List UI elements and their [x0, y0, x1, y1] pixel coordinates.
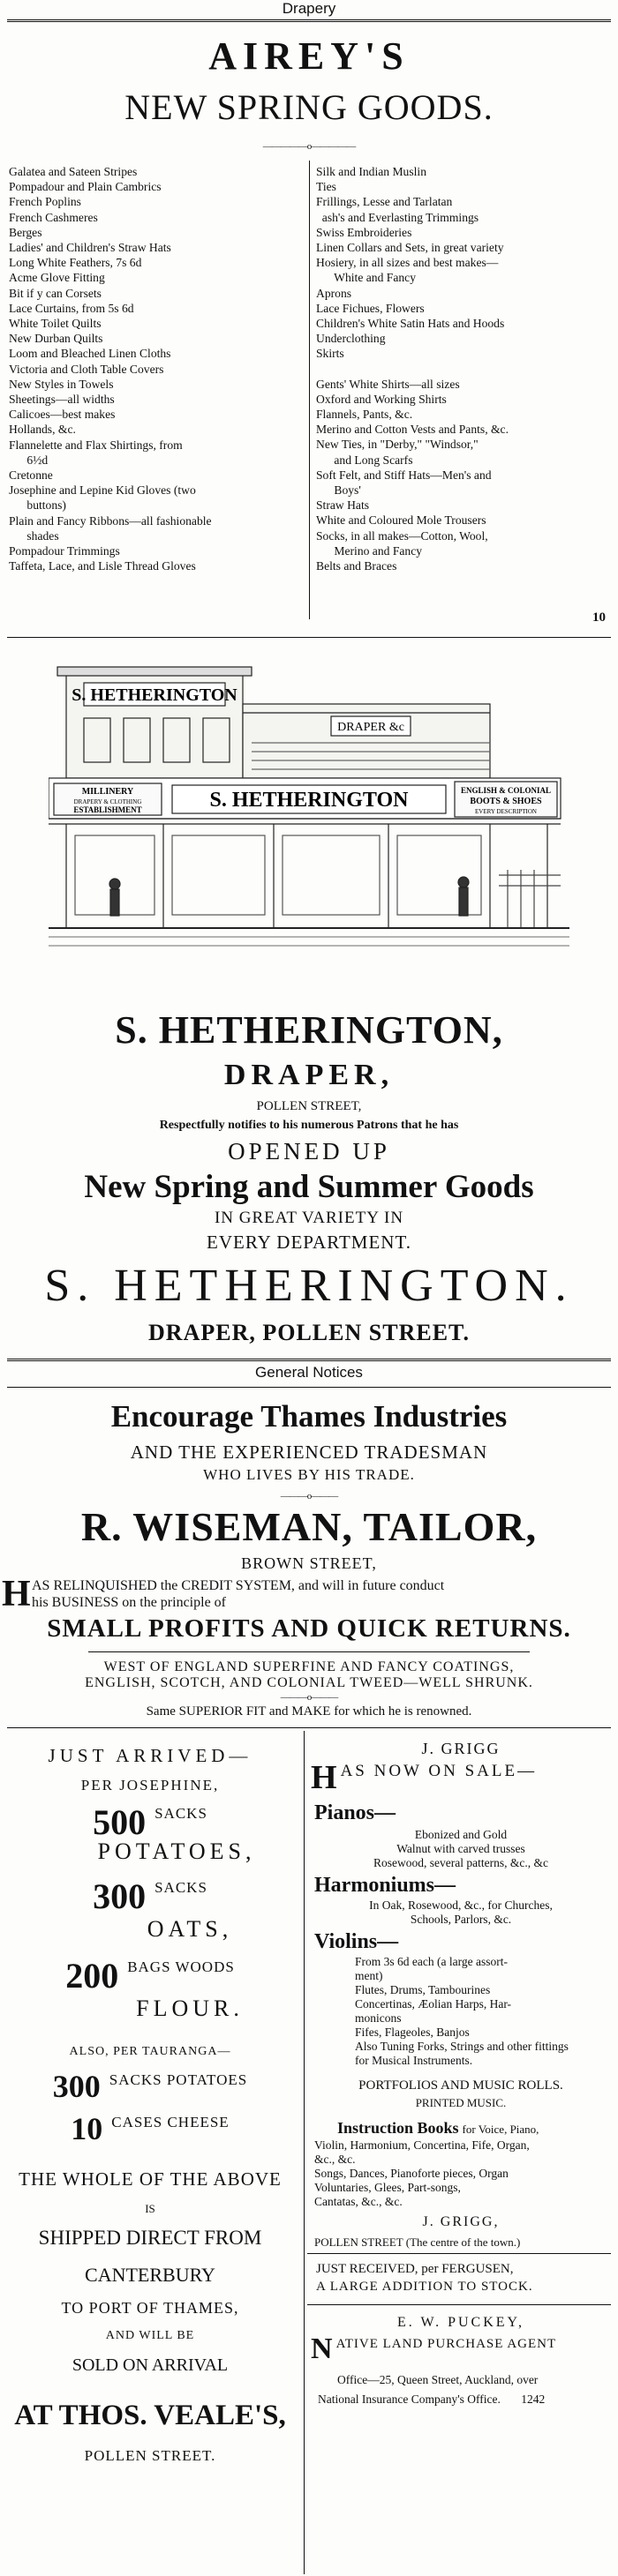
list-item: Frillings, Lesse and Tarlatan: [316, 195, 453, 209]
notice-line-1: AS RELINQUISHED the CREDIT SYSTEM, and will in future conduct: [32, 1578, 445, 1593]
grigg-has-now: [311, 1761, 611, 1794]
list-item: Gents' White Shirts—all sizes: [316, 377, 460, 391]
canterbury: CANTERBURY: [85, 2264, 215, 2286]
sign-millinery-2: DRAPERY & CLOTHING: [73, 798, 142, 805]
ornament-divider: —————o—————: [262, 141, 356, 152]
list-item: Also Tuning Forks, Strings and other fittings: [355, 2040, 569, 2053]
and-will-be: AND WILL BE: [105, 2329, 195, 2342]
drop-cap: H: [311, 1759, 337, 1796]
list-item: White Toilet Quilts: [9, 317, 102, 331]
unit: BAGS WOODS: [127, 1958, 235, 1975]
list-item: Oxford and Working Shirts: [316, 392, 447, 406]
list-item: Linen Collars and Sets, in great variety: [316, 241, 504, 255]
tweed-line: ENGLISH, SCOTCH, AND COLONIAL TWEED—WELL SHRUNK.: [85, 1675, 533, 1690]
list-item: Sheetings—all widths: [9, 393, 115, 407]
list-item: Hosiery, in all sizes and best makes—: [316, 256, 499, 270]
list-item: Victoria and Cloth Table Covers: [9, 362, 164, 376]
ornament-divider: ———o———: [280, 1692, 338, 1703]
list-item: Belts and Braces: [316, 559, 397, 573]
rule: [7, 1359, 611, 1361]
just-arrived: JUST ARRIVED—: [48, 1745, 252, 1766]
list-item: Hollands, &c.: [9, 423, 76, 437]
hetherington-trade: DRAPER,: [223, 1059, 395, 1091]
list-item: 6½d: [9, 453, 49, 467]
hetherington-notice: Respectfully notifies to his numerous Patrons that he has: [159, 1119, 459, 1132]
same-fit-line: Same SUPERIOR FIT and MAKE for which he is renowned.: [146, 1704, 472, 1719]
at-thos-veales: AT THOS. VEALE'S,: [14, 2400, 286, 2431]
list-item: In Oak, Rosewood, &c., for Churches,: [369, 1898, 553, 1912]
list-item: Flutes, Drums, Tambourines: [355, 1983, 491, 1996]
instruction-books-label: Instruction Books: [337, 2119, 459, 2137]
product-flour: FLOUR.: [136, 1996, 244, 2021]
list-item: Pompadour Trimmings: [9, 544, 120, 558]
list-item: Silk and Indian Muslin: [316, 165, 426, 178]
instruction-books-line: [311, 2119, 611, 2138]
just-received-line: JUST RECEIVED, per FERGUSEN,: [316, 2262, 514, 2276]
encourage-heading: Encourage Thames Industries: [110, 1399, 508, 1434]
sign-english-1: ENGLISH & COLONIAL: [460, 786, 552, 795]
list-item: Merino and Fancy: [316, 543, 423, 558]
list-item: Ladies' and Children's Straw Hats: [9, 241, 171, 255]
ad-number: 1242: [521, 2393, 546, 2406]
list-item: New Styles in Towels: [9, 377, 114, 391]
list-item: Loom and Bleached Linen Cloths: [9, 347, 171, 361]
sold-on-arrival: SOLD ON ARRIVAL: [72, 2355, 229, 2375]
pianos-heading: Pianos—: [314, 1801, 396, 1824]
veale-street: POLLEN STREET.: [84, 2447, 216, 2464]
list-item: White and Coloured Mole Trousers: [316, 513, 486, 528]
list-item: Ties: [316, 180, 336, 194]
hetherington-opened: OPENED UP: [228, 1138, 390, 1164]
hetherington-department: EVERY DEPARTMENT.: [207, 1232, 411, 1253]
unit: SACKS: [154, 1805, 207, 1822]
hetherington-address: DRAPER, POLLEN STREET.: [148, 1320, 470, 1345]
list-item: Long White Feathers, 7s 6d: [9, 256, 142, 270]
hetherington-name-2: S. HETHERINGTON.: [44, 1261, 574, 1311]
puckey-office-line-2: National Insurance Company's Office.: [318, 2393, 501, 2406]
goods-row-potatoes-2: [0, 2068, 300, 2105]
hetherington-goods: New Spring and Summer Goods: [84, 1169, 534, 1205]
list-item: Rosewood, several patterns, &c., &c: [373, 1856, 548, 1869]
puckey-name: E. W. PUCKEY,: [396, 2315, 525, 2330]
product-potatoes: POTATOES,: [97, 1838, 256, 1864]
list-item: buttons): [9, 498, 66, 513]
unit: SACKS: [154, 1879, 207, 1896]
rule: [88, 1651, 530, 1652]
list-item: ment): [355, 1969, 383, 1982]
list-item: Voluntaries, Glees, Part-songs,: [314, 2181, 461, 2194]
list-item: Violin, Harmonium, Concertina, Fife, Organ,: [314, 2138, 530, 2152]
coatings-line: WEST OF ENGLAND SUPERFINE AND FANCY COATINGS,: [103, 1659, 515, 1674]
goods-row-oats: [0, 1876, 300, 1917]
to-port-of-thames: TO PORT OF THAMES,: [61, 2299, 239, 2317]
list-item: Socks, in all makes—Cotton, Wool,: [316, 528, 488, 543]
list-item: Lace Fichues, Flowers: [316, 301, 425, 315]
list-item: Walnut with carved trusses: [396, 1842, 525, 1855]
list-item: shades: [9, 528, 59, 543]
list-item: Pompadour and Plain Cambrics: [9, 180, 162, 194]
list-item: for Musical Instruments.: [355, 2054, 473, 2067]
list-item: Underclothing: [316, 332, 386, 346]
list-item: Ebonized and Gold: [414, 1828, 508, 1841]
quantity: 200: [65, 1956, 119, 1996]
list-item: Merino and Cotton Vests and Pants, &c.: [316, 423, 509, 437]
instruction-books-rest: for Voice, Piano,: [462, 2123, 539, 2136]
grigg-name: J. GRIGG: [421, 1740, 501, 1757]
is-line: IS: [145, 2202, 155, 2215]
list-item: Galatea and Sateen Stripes: [9, 165, 138, 178]
list-item: Children's White Satin Hats and Hoods: [316, 317, 505, 331]
list-item: New Ties, in "Derby," "Windsor,": [316, 438, 479, 452]
rule: [307, 2253, 611, 2254]
list-item: Flannelette and Flax Shirtings, from: [9, 438, 183, 452]
quantity: 10: [71, 2111, 103, 2146]
list-item: &c., &c.: [314, 2153, 356, 2166]
wiseman-name: R. WISEMAN, TAILOR,: [80, 1504, 538, 1549]
section-heading-drapery: Drapery: [282, 0, 336, 17]
also-per-tauranga: ALSO, PER TAURANGA—: [69, 2045, 231, 2058]
airey-left-column: [9, 164, 309, 573]
grigg-name-2: J. GRIGG,: [422, 2214, 500, 2229]
list-item: Calicoes—best makes: [9, 408, 116, 422]
wiseman-notice: [2, 1574, 602, 1614]
list-item: New Durban Quilts: [9, 332, 103, 346]
goods-row-flour: [0, 1955, 300, 1996]
list-item: and Long Scarfs: [316, 453, 413, 467]
hetherington-variety: IN GREAT VARIETY IN: [214, 1209, 404, 1227]
drop-cap: H: [2, 1574, 31, 1614]
list-item: Plain and Fancy Ribbons—all fashionable: [9, 513, 212, 528]
goods-row-potatoes: [0, 1801, 300, 1843]
grigg-street: POLLEN STREET (The centre of the town.): [314, 2235, 521, 2249]
list-item: Bit if y can Corsets: [9, 286, 102, 300]
native-land-agent: ATIVE LAND PURCHASE AGENT: [335, 2337, 557, 2351]
ornament-divider: ———o———: [280, 1491, 338, 1501]
product-oats: OATS,: [147, 1916, 233, 1942]
airey-right-column: [316, 164, 612, 573]
list-item: Josephine and Lepine Kid Gloves (two: [9, 483, 196, 498]
sign-top: S. HETHERINGTON: [72, 685, 237, 705]
goods-row-cheese: [0, 2110, 300, 2147]
quantity: 300: [93, 1876, 147, 1916]
list-item: Swiss Embroideries: [316, 225, 412, 239]
list-item: Skirts: [316, 347, 344, 361]
rule: [7, 1387, 611, 1388]
list-item: Taffeta, Lace, and Lisle Thread Gloves: [9, 559, 196, 573]
list-item: French Cashmeres: [9, 210, 98, 224]
section-heading-general: General Notices: [255, 1364, 363, 1381]
list-item: Straw Hats: [316, 498, 370, 513]
printed-music: PRINTED MUSIC.: [415, 2096, 507, 2109]
sign-english-2: BOOTS & SHOES: [470, 797, 542, 806]
list-item: French Poplins: [9, 195, 81, 209]
list-item: Fifes, Flageoles, Banjos: [355, 2026, 470, 2039]
ad-number: 10: [592, 610, 606, 625]
violins-list: [314, 1955, 609, 2068]
harmoniums-heading: Harmoniums—: [314, 1874, 456, 1897]
sign-english-3: EVERY DESCRIPTION: [475, 808, 537, 815]
unit: SACKS POTATOES: [109, 2071, 248, 2088]
unit: CASES CHEESE: [111, 2114, 230, 2130]
harmoniums-list: [311, 1898, 611, 1927]
per-josephine: PER JOSEPHINE,: [80, 1777, 220, 1793]
list-item: Boys': [316, 483, 361, 498]
list-item: Cretonne: [9, 468, 53, 483]
puckey-office: Office—25, Queen Street, Auckland, over: [337, 2373, 539, 2386]
list-item: From 3s 6d each (a large assort-: [355, 1955, 508, 1968]
airey-title: AIREY'S: [208, 34, 410, 78]
puckey-title: [311, 2334, 611, 2364]
list-item: White and Fancy: [316, 271, 417, 285]
shopfront-engraving: [49, 663, 569, 955]
list-item: ash's and Everlasting Trimmings: [316, 210, 479, 224]
large-addition-line: A LARGE ADDITION TO STOCK.: [316, 2280, 533, 2294]
list-item: Flannels, Pants, &c.: [316, 408, 413, 422]
quantity: 300: [52, 2069, 101, 2104]
experienced-line: AND THE EXPERIENCED TRADESMAN: [130, 1442, 488, 1463]
airey-subtitle: NEW SPRING GOODS.: [124, 87, 494, 127]
notice-line-2: his BUSINESS on the principle of: [32, 1595, 226, 1610]
rule: [7, 637, 611, 638]
hetherington-street: POLLEN STREET,: [256, 1099, 362, 1113]
rule: [307, 2304, 611, 2305]
rule: [7, 19, 611, 22]
list-item: [316, 362, 612, 377]
list-item: Berges: [9, 225, 42, 239]
quantity: 500: [93, 1802, 147, 1842]
has-now-on-sale: AS NOW ON SALE—: [340, 1762, 538, 1780]
list-item: Lace Curtains, from 5s 6d: [9, 301, 134, 315]
sign-draper: DRAPER &c: [337, 721, 404, 734]
sign-millinery-1: MILLINERY: [81, 787, 134, 797]
list-item: monicons: [355, 2011, 402, 2025]
sign-main: S. HETHERINGTON: [209, 789, 409, 812]
list-item: Concertinas, Æolian Harps, Har-: [355, 1997, 512, 2011]
violins-heading: Violins—: [314, 1930, 399, 1953]
hetherington-name: S. HETHERINGTON,: [115, 1008, 503, 1052]
shipped-direct: SHIPPED DIRECT FROM: [38, 2227, 262, 2249]
column-divider: [309, 161, 310, 619]
rule: [7, 1727, 611, 1728]
column-divider: [304, 1731, 305, 2574]
list-item: Acme Glove Fitting: [9, 271, 105, 285]
puckey-office-2: [311, 2393, 611, 2407]
wiseman-street: BROWN STREET,: [241, 1554, 377, 1572]
list-item: Aprons: [316, 286, 352, 300]
whole-of-above: THE WHOLE OF THE ABOVE: [19, 2168, 282, 2190]
drop-cap: N: [311, 2333, 333, 2365]
list-item: Schools, Parlors, &c.: [410, 1913, 512, 1926]
list-item: Songs, Dances, Pianoforte pieces, Organ: [314, 2167, 509, 2180]
list-item: Soft Felt, and Stiff Hats—Men's and: [316, 468, 492, 482]
who-lives-line: WHO LIVES BY HIS TRADE.: [203, 1466, 415, 1483]
sign-millinery-3: ESTABLISHMENT: [73, 805, 142, 814]
instruction-books-list: [314, 2138, 609, 2209]
list-item: Cantatas, &c., &c.: [314, 2195, 403, 2208]
portfolios-line: PORTFOLIOS AND MUSIC ROLLS.: [358, 2078, 563, 2093]
pianos-list: [311, 1828, 611, 1870]
small-profits-heading: SMALL PROFITS AND QUICK RETURNS.: [47, 1614, 571, 1643]
